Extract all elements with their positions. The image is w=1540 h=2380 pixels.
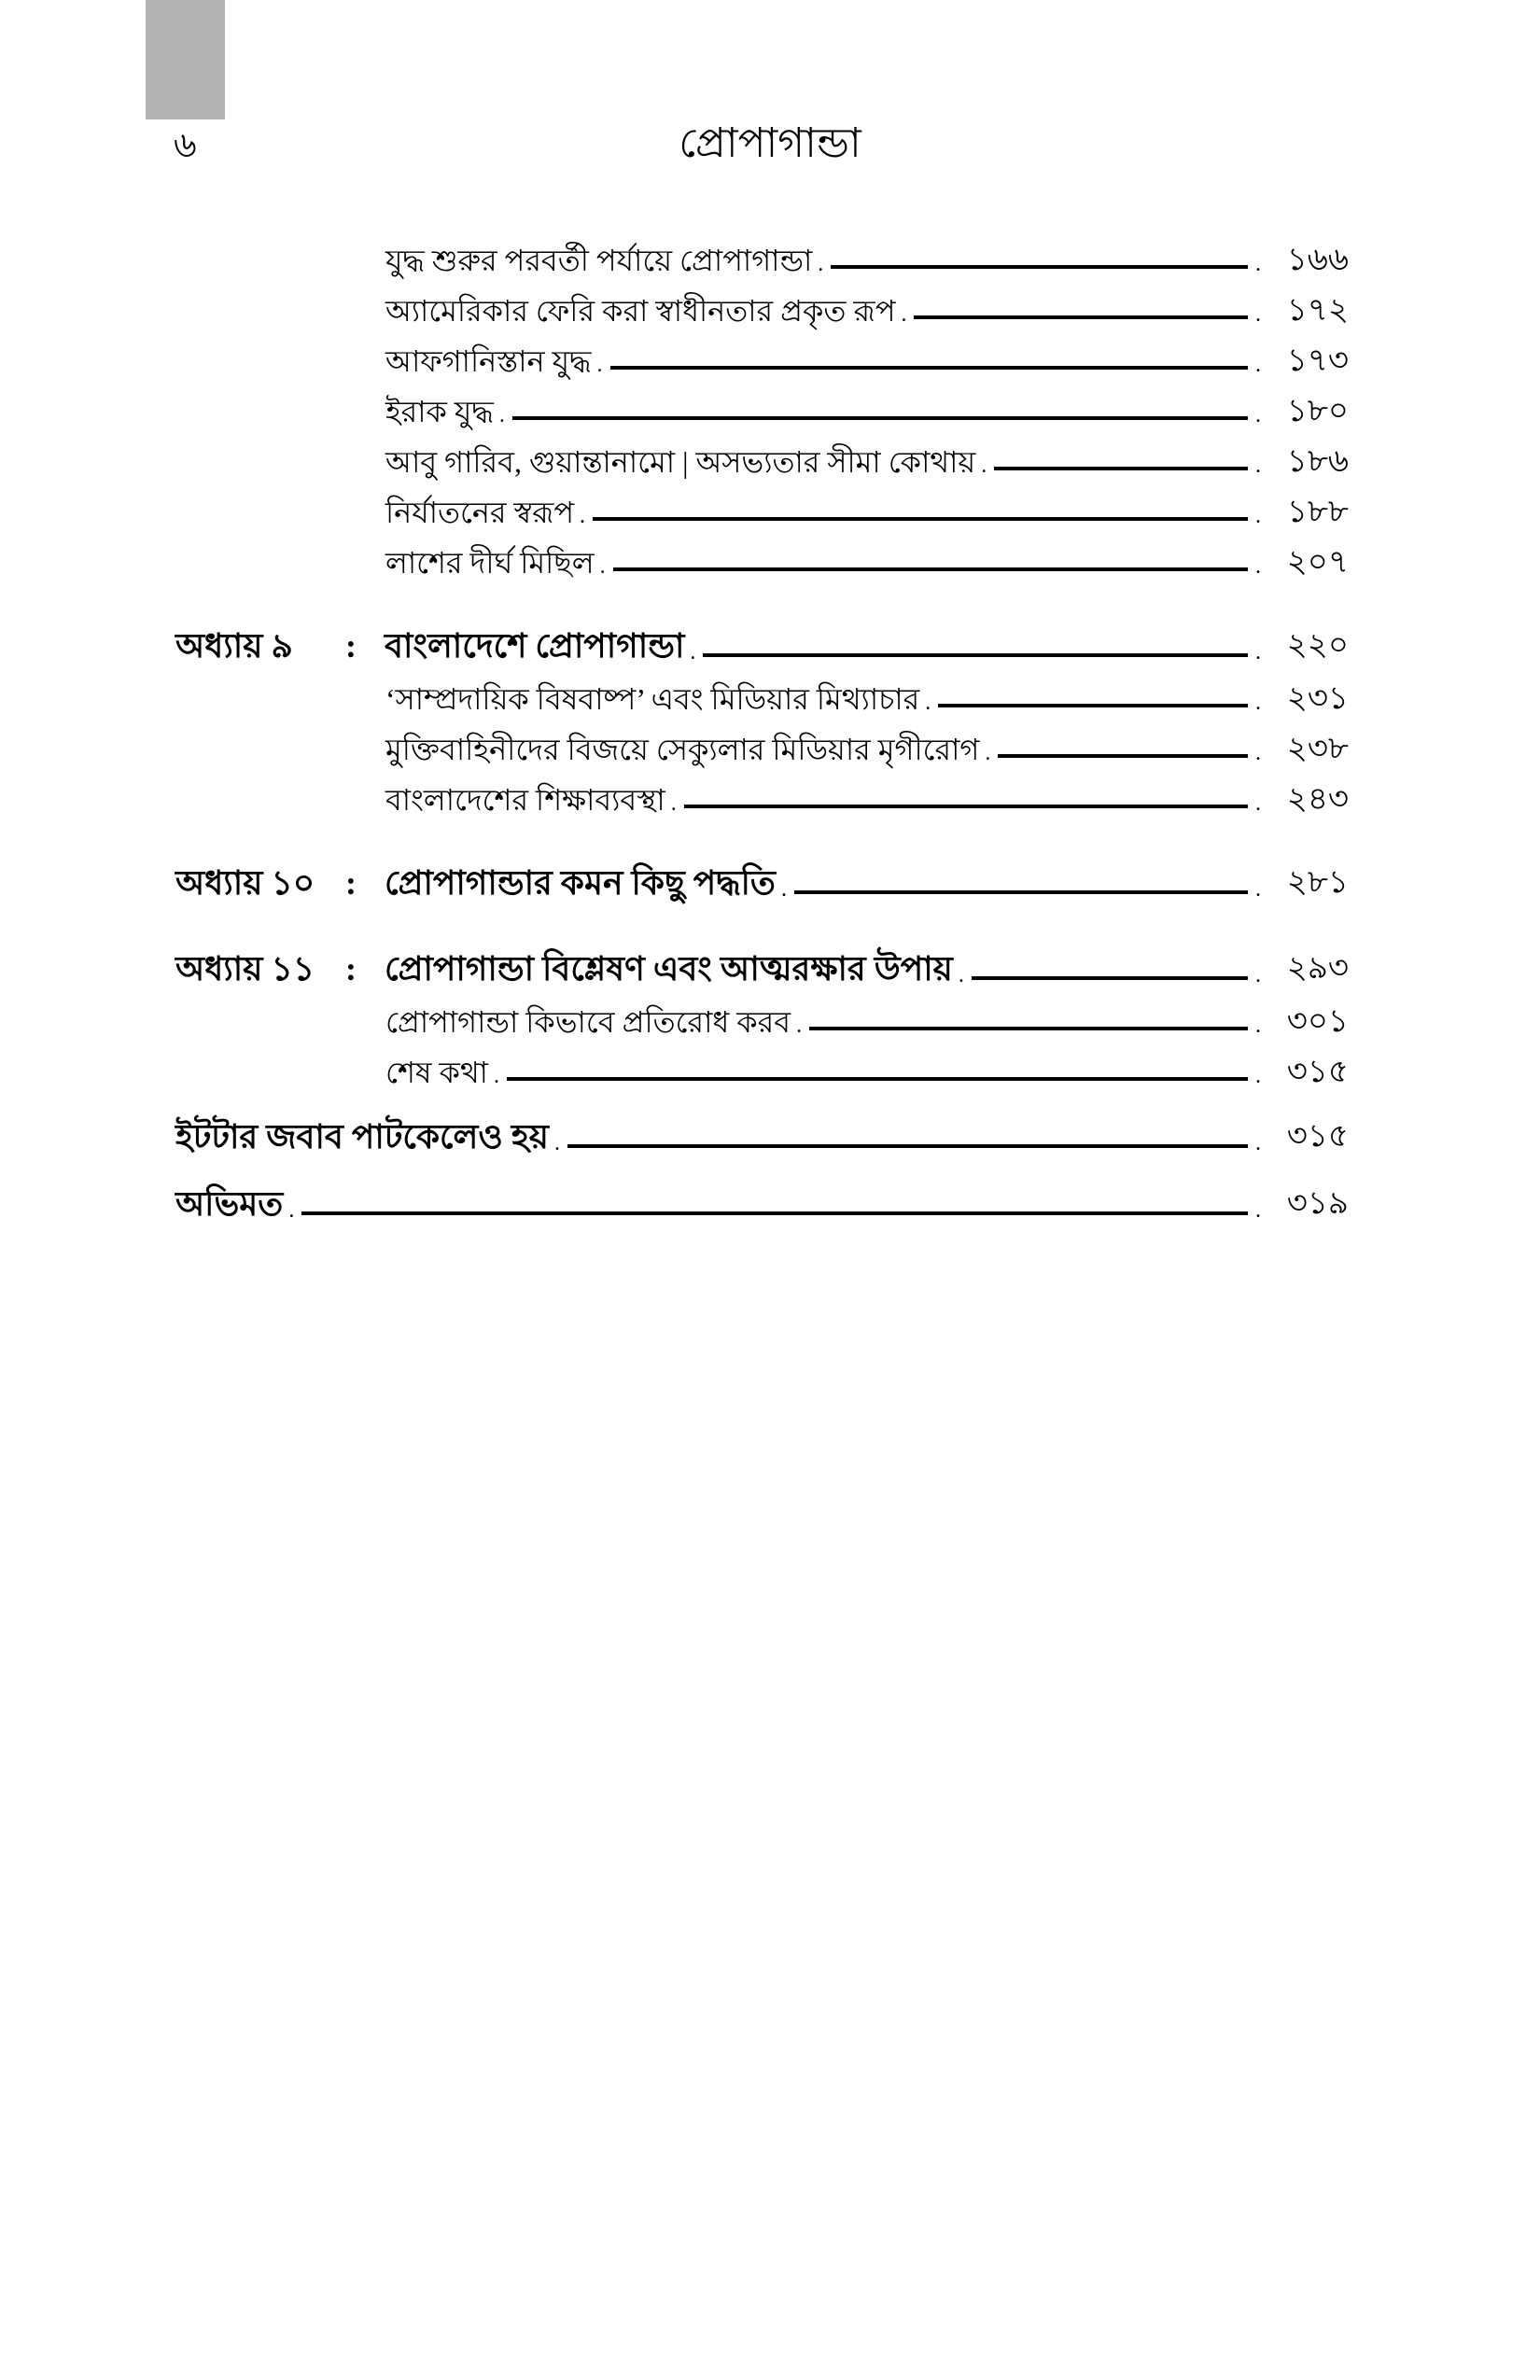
toc-row [175,1116,1349,1157]
toc-dot-leader [287,1183,1263,1225]
toc-leader-line [831,265,1248,269]
toc-leader-line [684,805,1248,808]
toc-entry-title: ‘সাম্প্রদায়িক বিষবাষ্প’ এবং মিডিয়ার মিথ্যাচার [385,682,920,716]
toc-page-number: ২৩১ [1286,681,1349,716]
toc-page-number: ৩০১ [1286,1004,1349,1039]
toc-leader-line [938,704,1248,707]
toc-leader-line [998,754,1248,758]
toc-dot-leader [816,243,1263,278]
toc-page-number: ২৯৩ [1286,951,1349,986]
toc-page-number: ১৭৩ [1286,343,1349,378]
toc-dot-leader [688,625,1263,666]
toc-chapter-label: অধ্যায় ১০ [175,864,315,902]
toc-page-number: ১৮৬ [1286,444,1349,479]
toc-leader-line [994,467,1248,470]
toc-row [175,1004,1349,1040]
toc-page-number: ১৬৬ [1286,243,1349,277]
toc-row [175,343,1349,379]
toc-page-number: ১৭২ [1286,293,1349,328]
running-header-title: প্রোপাগান্ডা [679,120,861,166]
toc-leader-line [613,567,1248,571]
toc-entry-title: মুক্তিবাহিনীদের বিজয়ে সেক্যুলার মিডিয়ার মৃগীরোগ [385,733,980,766]
toc-dot-leader [779,862,1263,903]
page-number: ৬ [174,126,197,165]
toc-entry-title: ইরাক যুদ্ধ [385,395,494,428]
toc-leader-line [507,1077,1248,1081]
toc-dot-leader [979,444,1263,480]
toc-chapter-label: অধ্যায় ৯ [175,627,293,665]
toc-dot-leader [957,948,1263,989]
toc-row [175,293,1349,329]
toc-row [175,681,1349,717]
toc-row [175,1055,1349,1090]
toc-page-number: ২৪৩ [1286,782,1349,817]
toc-entry-title: নির্যাতনের স্বরূপ [385,496,575,529]
toc-page-number: ১৮০ [1286,394,1349,428]
toc-entry-title: আফগানিস্তান যুদ্ধ [385,344,592,378]
toc-dot-leader [899,293,1263,329]
table-of-contents [175,243,1349,1239]
toc-row [175,444,1349,480]
toc-entry-title: শেষ কথা [385,1056,488,1089]
toc-entry-title: ইটটার জবাব পাটকেলেও হয় [175,1118,549,1155]
toc-page-number: ২৮১ [1286,865,1349,900]
toc-entry-title: প্রোপাগান্ডার কমন কিছু পদ্ধতি [385,864,776,902]
toc-row [175,545,1349,581]
toc-colon: : [345,627,357,665]
toc-row [175,495,1349,530]
running-header [0,119,1540,185]
toc-leader-line [512,416,1248,420]
toc-dot-leader [492,1055,1263,1090]
toc-leader-line [972,976,1248,980]
toc-dot-leader [578,495,1263,530]
toc-leader-line [567,1144,1248,1148]
toc-dot-leader [923,681,1263,717]
scan-artifact-gray-block [146,0,225,119]
toc-entry-title: লাশের দীর্ঘ মিছিল [385,546,595,580]
toc-page-number: ২০৭ [1286,545,1349,580]
toc-dot-leader [553,1116,1263,1157]
toc-dot-leader [595,343,1263,379]
toc-dot-leader [983,732,1263,767]
toc-entry-title: প্রোপাগান্ডা কিভাবে প্রতিরোধ করব [385,1005,791,1039]
toc-dot-leader [598,545,1263,581]
toc-leader-line [809,1027,1248,1030]
toc-row [175,625,1349,666]
toc-dot-leader [794,1004,1263,1040]
toc-row [175,862,1349,903]
toc-row [175,1183,1349,1225]
toc-entry-title: অভিমত [175,1185,284,1223]
toc-page-number: ৩১৫ [1286,1055,1349,1089]
toc-entry-title: বাংলাদেশে প্রোপাগান্ডা [385,627,685,665]
toc-leader-line [593,517,1248,521]
toc-entry-title: বাংলাদেশের শিক্ষাব্যবস্থা [385,783,665,817]
toc-colon: : [345,950,357,987]
toc-row [175,243,1349,278]
toc-dot-leader [497,394,1263,429]
toc-leader-line [301,1211,1248,1215]
toc-row [175,732,1349,767]
toc-row [175,394,1349,429]
toc-row [175,782,1349,818]
toc-page-number: ৩১৯ [1286,1186,1349,1221]
toc-leader-line [794,890,1248,894]
toc-page-number: ২২০ [1286,628,1349,663]
toc-entry-title: প্রোপাগান্ডা বিশ্লেষণ এবং আত্মরক্ষার উপায় [385,950,953,987]
toc-dot-leader [669,782,1263,818]
toc-page-number: ৩১৫ [1286,1119,1349,1154]
toc-row [175,948,1349,989]
toc-page-number: ২৩৮ [1286,732,1349,766]
toc-leader-line [914,315,1248,319]
toc-page-number: ১৮৮ [1286,495,1349,529]
toc-colon: : [345,864,357,902]
toc-leader-line [703,653,1248,657]
toc-leader-line [610,366,1248,370]
toc-entry-title: যুদ্ধ শুরুর পরবর্তী পর্যায়ে প্রোপাগান্ডা [385,244,813,277]
toc-entry-title: আবু গারিব, গুয়ান্তানামো | অসভ্যতার সীমা কোথায় [385,445,976,479]
toc-entry-title: অ্যামেরিকার ফেরি করা স্বাধীনতার প্রকৃত রূপ [385,294,896,328]
toc-chapter-label: অধ্যায় ১১ [175,950,315,987]
